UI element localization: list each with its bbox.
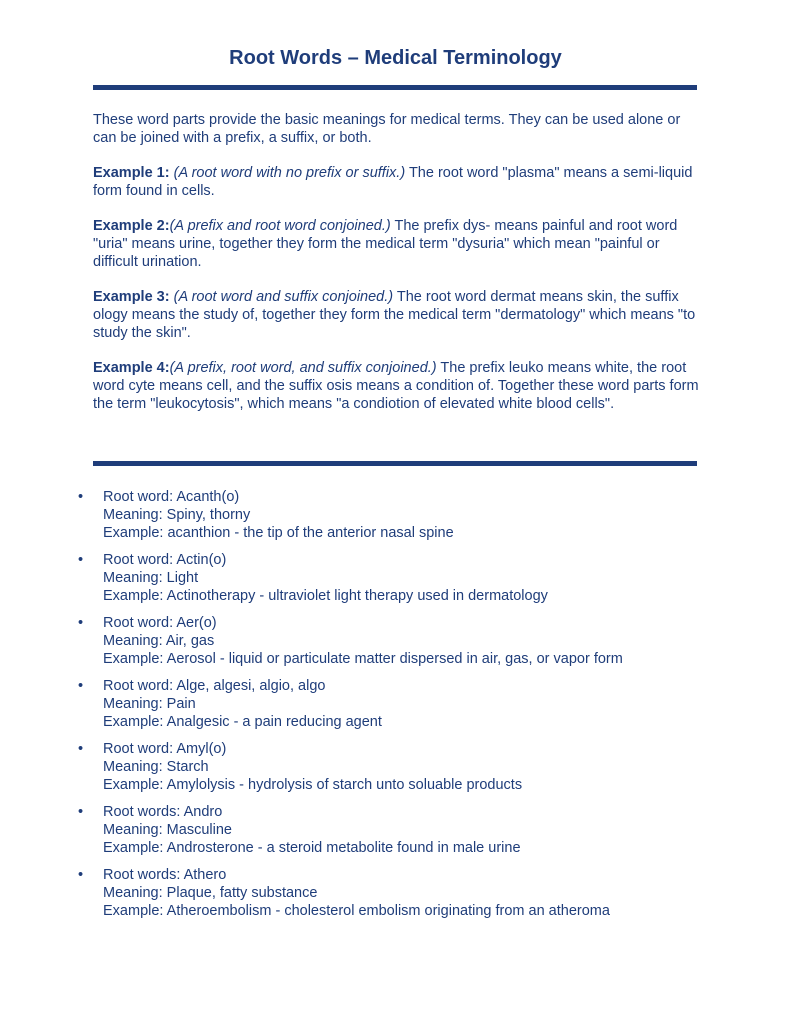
root-example: Example: acanthion - the tip of the anterior nasal spine	[103, 525, 454, 541]
example-3-text: The root word dermat means skin, the suffix ology means the study of, together they form the medical term "dermatology" which means "to study the skin".	[93, 289, 696, 341]
root-word: Root word: Aer(o)	[103, 615, 217, 631]
list-item	[75, 488, 715, 542]
list-item	[75, 614, 715, 668]
root-meaning: Meaning: Pain	[103, 696, 196, 712]
root-example: Example: Aerosol - liquid or particulate matter dispersed in air, gas, or vapor form	[103, 651, 623, 667]
root-meaning: Meaning: Spiny, thorny	[103, 507, 251, 523]
bullet-icon: •	[78, 804, 84, 820]
example-4-note: (A prefix, root word, and suffix conjoined.)	[169, 360, 437, 376]
root-example: Example: Androsterone - a steroid metabolite found in male urine	[103, 840, 521, 856]
root-example: Example: Amylolysis - hydrolysis of starch unto soluable products	[103, 777, 523, 793]
intro-section	[93, 111, 703, 430]
example-1-note: (A root word with no prefix or suffix.)	[173, 165, 406, 181]
bullet-icon: •	[78, 867, 84, 883]
example-4-label: Example 4:	[93, 360, 170, 376]
list-item	[75, 551, 715, 605]
root-word-list	[75, 488, 715, 929]
example-2-note: (A prefix and root word conjoined.)	[169, 218, 391, 234]
example-1-label: Example 1:	[93, 165, 170, 181]
root-example: Example: Analgesic - a pain reducing agent	[103, 714, 382, 730]
example-3-paragraph	[93, 288, 703, 342]
bullet-icon: •	[78, 741, 84, 757]
page-title: Root Words – Medical Terminology	[229, 47, 562, 69]
example-4-paragraph	[93, 359, 703, 413]
root-meaning: Meaning: Plaque, fatty substance	[103, 885, 318, 901]
root-example: Example: Actinotherapy - ultraviolet light therapy used in dermatology	[103, 588, 548, 604]
root-word: Root words: Andro	[103, 804, 223, 820]
example-2-paragraph	[93, 217, 703, 271]
list-item	[75, 866, 715, 920]
root-word: Root word: Amyl(o)	[103, 741, 227, 757]
bullet-icon: •	[78, 615, 84, 631]
example-3-note: (A root word and suffix conjoined.)	[173, 289, 394, 305]
root-example: Example: Atheroembolism - cholesterol embolism originating from an atheroma	[103, 903, 610, 919]
root-word: Root words: Athero	[103, 867, 227, 883]
example-2-label: Example 2:	[93, 218, 170, 234]
root-word: Root word: Acanth(o)	[103, 489, 240, 505]
bullet-icon: •	[78, 678, 84, 694]
top-divider	[93, 85, 697, 90]
list-item	[75, 803, 715, 857]
example-2-text: The prefix dys- means painful and root word "uria" means urine, together they form the medical term "dysuria" which mean "painful or difficult urination.	[93, 218, 678, 270]
middle-divider	[93, 461, 697, 466]
root-word: Root word: Actin(o)	[103, 552, 227, 568]
root-meaning: Meaning: Starch	[103, 759, 209, 775]
list-item	[75, 740, 715, 794]
example-1-text: The root word "plasma" means a semi-liquid form found in cells.	[93, 165, 693, 199]
example-3-label: Example 3:	[93, 289, 170, 305]
root-meaning: Meaning: Light	[103, 570, 199, 586]
root-meaning: Meaning: Air, gas	[103, 633, 215, 649]
root-meaning: Meaning: Masculine	[103, 822, 232, 838]
root-word: Root word: Alge, algesi, algio, algo	[103, 678, 326, 694]
example-4-text: The prefix leuko means white, the root word cyte means cell, and the suffix osis means a condition of. Together these word parts form the term "leukocytosis", which means "a condiotion of elevated white blood cells".	[93, 360, 699, 412]
list-item	[75, 677, 715, 731]
bullet-icon: •	[78, 489, 84, 505]
bullet-icon: •	[78, 552, 84, 568]
example-1-paragraph	[93, 164, 703, 200]
intro-paragraph: These word parts provide the basic meanings for medical terms. They can be used alone or can be joined with a prefix, a suffix, or both.	[93, 112, 681, 146]
